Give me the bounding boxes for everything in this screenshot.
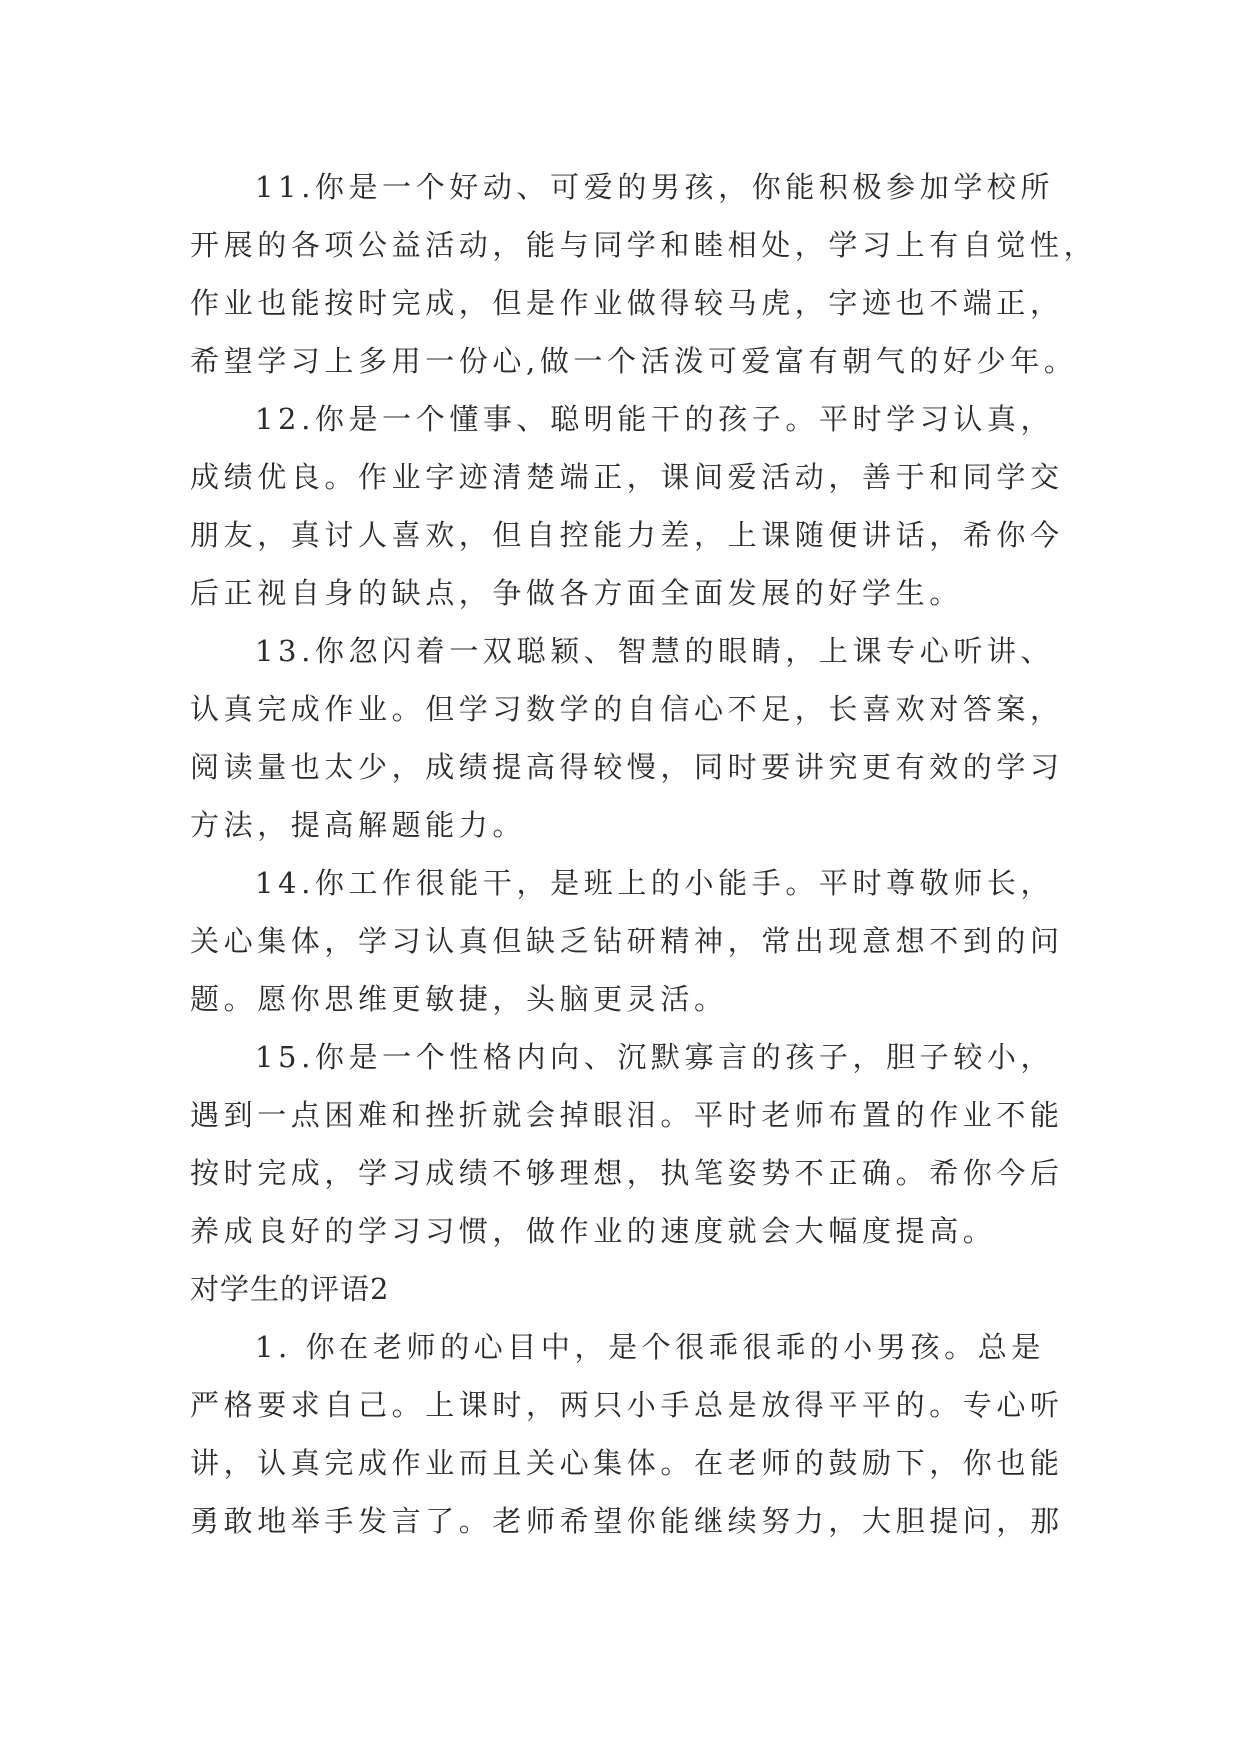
text-line: 按时完成，学习成绩不够理想，执笔姿势不正确。希你今后 (190, 1156, 1064, 1190)
text-line: 后正视自身的缺点，争做各方面全面发展的好学生。 (190, 576, 963, 610)
paragraph-1 (190, 1318, 1064, 1550)
text-line: 作业也能按时完成，但是作业做得较马虎，字迹也不端正， (190, 286, 1064, 320)
text-line: 11.你是一个好动、可爱的男孩，你能积极参加学校所 (255, 170, 1055, 204)
text-line: 14.你工作很能干，是班上的小能手。平时尊敬师长， (255, 866, 1055, 900)
text-line: 勇敢地举手发言了。老师希望你能继续努力，大胆提问，那 (190, 1504, 1064, 1538)
document-body (190, 158, 1098, 1550)
paragraph-11 (190, 158, 1098, 390)
text-line: 认真完成作业。但学习数学的自信心不足，长喜欢对答案， (190, 692, 1064, 726)
text-line: 朋友，真讨人喜欢，但自控能力差，上课随便讲话，希你今 (190, 518, 1064, 552)
paragraph-12 (190, 390, 1064, 622)
text-line: 成绩优良。作业字迹清楚端正，课间爱活动，善于和同学交 (190, 460, 1064, 494)
text-line: 1. 你在老师的心目中，是个很乖很乖的小男孩。总是 (255, 1330, 1045, 1364)
paragraph-13 (190, 622, 1064, 854)
text-line: 希望学习上多用一份心,做一个活泼可爱富有朝气的好少年。 (190, 344, 1078, 378)
text-line: 阅读量也太少，成绩提高得较慢，同时要讲究更有效的学习 (190, 750, 1064, 784)
text-line: 15.你是一个性格内向、沉默寡言的孩子，胆子较小， (255, 1040, 1055, 1074)
section-heading: 对学生的评语2 (190, 1272, 390, 1306)
paragraph-15 (190, 1028, 1064, 1260)
paragraph-14 (190, 854, 1064, 1028)
text-line: 严格要求自己。上课时，两只小手总是放得平平的。专心听 (190, 1388, 1064, 1422)
text-line: 12.你是一个懂事、聪明能干的孩子。平时学习认真， (255, 402, 1055, 436)
text-line: 讲，认真完成作业而且关心集体。在老师的鼓励下，你也能 (190, 1446, 1064, 1480)
text-line: 养成良好的学习习惯，做作业的速度就会大幅度提高。 (190, 1214, 997, 1248)
text-line: 开展的各项公益活动，能与同学和睦相处，学习上有自觉性， (190, 228, 1098, 262)
text-line: 13.你忽闪着一双聪颖、智慧的眼睛，上课专心听讲、 (255, 634, 1055, 668)
text-line: 关心集体，学习认真但缺乏钻研精神，常出现意想不到的问 (190, 924, 1064, 958)
text-line: 题。愿你思维更敏捷，头脑更灵活。 (190, 982, 728, 1016)
text-line: 方法，提高解题能力。 (190, 808, 527, 842)
text-line: 遇到一点困难和挫折就会掉眼泪。平时老师布置的作业不能 (190, 1098, 1064, 1132)
